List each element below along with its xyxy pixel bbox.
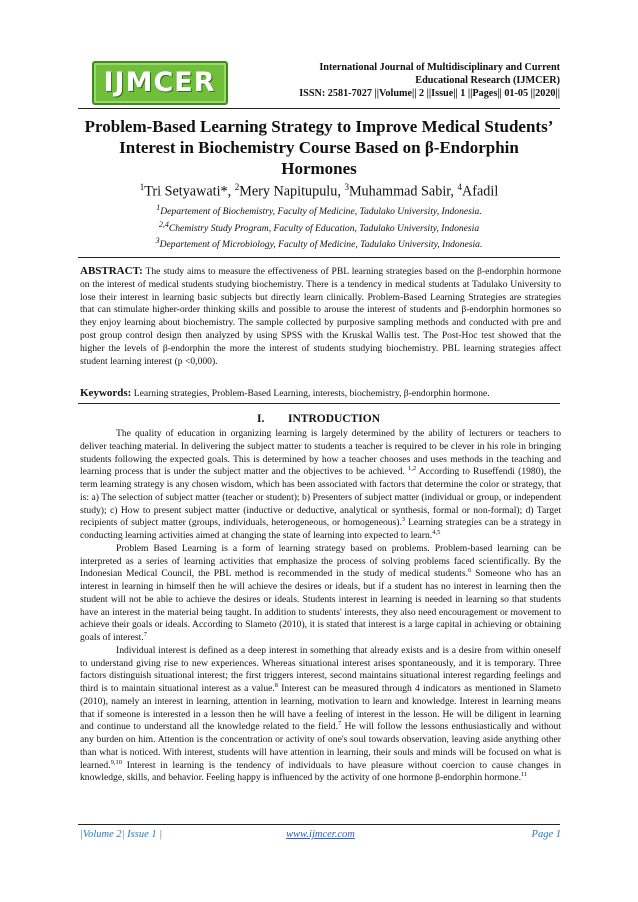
paragraph-text: Interest can be measured through 4 indicators as mentioned in Slameto (2010), namely an interest in learning, attention in learning, motivation to learn and knowledge. Interest in learning means that if someone is interested in a lesson then he will have a feeling of interest in the lesson. He will be diligent in learning and continue to understand all the knowledge related to the field. bbox=[80, 683, 561, 733]
paragraph-text: According to Ruseffendi (1980), the term learning strategy is any chosen wisdom, which has been associated with factors that determine the color or strategy, that is: a) The selection of subject matter (teacher or student); b) Presenters of subject matter (individual or group, or independent study); c) How to present subject matter (inductive or deductive, analytical or synthesis, formal or non-formal); d) Target recipients of subject matter (groups, individuals, heterogeneous, or homogeneous). bbox=[80, 466, 561, 529]
abstract-text: The study aims to measure the effectiveness of PBL learning strategies based on the β-endorphin hormone on the interest of medical students studying biochemistry. There is a tendency in medical students at Tadulako University to lose their interest in learning basic subjects but directly learn clinically. Problem-Based Learning Strategies are strategies that can stimulate higher-order thinking skills and possible to arouse the interest of students and β-endorphin hormones so they enjoy learning about biochemistry. The sample collected by purposive sampling methods and conducted with pre and post group control design then analyzed by using SPSS with the Kruskal Wallis test. The Post-Hoc test showed that the higher the levels of β-endorphin the more the interest of students studying biochemistry. PBL learning strategies affect student learning interest (p <0,000). bbox=[80, 266, 561, 367]
author-name: Afadil bbox=[462, 183, 499, 200]
affiliation-text: Chemistry Study Program, Faculty of Education, Tadulako University, Indonesia bbox=[168, 222, 480, 234]
citation-mark: 8 bbox=[274, 681, 279, 689]
affiliation-line bbox=[70, 202, 568, 219]
citation-mark: 1,2 bbox=[408, 465, 417, 473]
affiliation-mark: 3 bbox=[155, 236, 160, 246]
intro-paragraph bbox=[80, 543, 561, 645]
affiliation-mark: 2,4 bbox=[158, 219, 169, 229]
author-name: Tri Setyawati*, bbox=[144, 183, 235, 200]
keywords-label: Keywords: bbox=[80, 387, 132, 399]
paragraph-text: Interest in learning is the tendency of individuals to have pleasure without coercion to cause changes in knowledge, skills, and behavior. Feeling happy is influenced by the activity of one hormone β-endorphin hormone. bbox=[80, 759, 561, 784]
citation-mark: 4,5 bbox=[432, 528, 441, 536]
author-affiliation-mark: 4 bbox=[457, 182, 463, 192]
abstract-top-rule bbox=[78, 257, 560, 258]
title-line: Hormones bbox=[281, 159, 357, 178]
paragraph-text: Problem Based Learning is a form of learning strategy based on problems. Problem-based learning can be interpreted as a series of learning activities that emphasize the process of solving problems faced scientifically. By the Indonesian Medical Council, the PBL method is recommended in the study of medical students. bbox=[80, 542, 561, 580]
footer-volume-issue: |Volume 2| Issue 1 | bbox=[80, 829, 163, 840]
intro-paragraph bbox=[80, 428, 561, 543]
author-list bbox=[70, 182, 568, 201]
journal-info bbox=[240, 61, 560, 100]
intro-paragraph bbox=[80, 645, 561, 785]
keywords bbox=[80, 387, 561, 400]
section-number: I. bbox=[257, 413, 265, 425]
citation-mark: 9,10 bbox=[110, 758, 123, 766]
citation-mark: 7 bbox=[143, 630, 147, 638]
affiliation-line bbox=[70, 219, 568, 236]
paragraph-text: Learning strategies can be a strategy in conducting learning activities aimed at changing the state of learning into expected to learn. bbox=[80, 517, 562, 541]
journal-name-line1: International Journal of Multidisciplinary and Current bbox=[319, 62, 560, 73]
citation-mark: 11 bbox=[521, 771, 528, 779]
footer-page-number: Page 1 bbox=[531, 829, 561, 840]
author-affiliation-mark: 1 bbox=[139, 182, 145, 192]
paragraph-text: Individual interest is defined as a deep interest in something that already exists and is a desire from within oneself to understand giving rise to new experiences. Whereas situational interest arises spontaneously, and it is temporary. Three factors distinguish situational interest; the first triggers interest, second maintains situational interest regarding feelings and third is to maintain situational interest as a value. bbox=[80, 644, 561, 694]
footer-website-link[interactable]: www.ijmcer.com bbox=[286, 829, 355, 840]
footer-rule bbox=[78, 824, 560, 825]
paragraph-text: Someone who has an interest in learning in himself then he will achieve the desires or ideals, but if a student has no interest in learning then the student will not be able to achieve the desires or ideals. Students interest in learning is needed in learning so that students have an interest in the material being taught. In addition to students' interests, they also need encouragement or movement to achieve their goals or ideals. According to Slameto (2010), it is stated that interest is a large capital in achieving or obtaining goals of interest. bbox=[80, 568, 561, 643]
affiliation-mark: 1 bbox=[156, 203, 161, 212]
issn-line: ISSN: 2581-7027 ||Volume|| 2 ||Issue|| 1 ||Pages|| 01-05 ||2020|| bbox=[299, 88, 560, 99]
author-affiliation-mark: 3 bbox=[344, 182, 349, 192]
paragraph-text: He will follow the lessons enthusiastically and without any burden on him. Attention is the concentration or activity of one's soul towards observation, leaving aside anything other than what is noticed. With interest, students will have attention in learning, their souls and minds will be focused on what is learned. bbox=[80, 721, 561, 771]
affiliation-line bbox=[70, 235, 568, 252]
journal-logo bbox=[82, 59, 237, 106]
author-name: Mery Napitupulu, bbox=[239, 183, 345, 200]
journal-name-line2: Educational Research (IJMCER) bbox=[415, 75, 560, 86]
keywords-text: Learning strategies, Problem-Based Learning, interests, biochemistry, β-endorphin hormone. bbox=[133, 388, 490, 399]
abstract-label: ABSTRACT: bbox=[80, 265, 143, 277]
author-affiliation-mark: 2 bbox=[234, 182, 240, 192]
introduction-body bbox=[80, 428, 561, 785]
affiliation-text: Departement of Biochemistry, Faculty of Medicine, Tadulako University, Indonesia. bbox=[160, 206, 482, 218]
header-rule bbox=[78, 108, 560, 109]
title-line: Problem-Based Learning Strategy to Improve Medical Students’ bbox=[84, 117, 554, 136]
citation-mark: 3 bbox=[401, 516, 406, 524]
keywords-bottom-rule bbox=[78, 403, 560, 404]
citation-mark: 7 bbox=[338, 720, 342, 728]
title-line: Interest in Biochemistry Course Based on β-Endorphin bbox=[119, 138, 519, 157]
citation-mark: 6 bbox=[467, 567, 472, 575]
affiliation-text: Departement of Microbiology, Faculty of Medicine, Tadulako University, Indonesia. bbox=[159, 239, 483, 251]
logo-text: IJMCER bbox=[103, 67, 216, 98]
affiliations bbox=[70, 202, 568, 252]
paragraph-text: The quality of education in organizing learning is largely determined by the ability of lecturers or teachers to deliver teaching material. In delivering the subject matter to students a teacher is required to be clever in his role in bringing students following the expected goals. This is determined by how a teacher chooses and uses methods in the teaching and learning process that is under the subject matter and the objectives to be achieved. bbox=[80, 428, 561, 478]
paper-title bbox=[70, 116, 568, 179]
logo-badge bbox=[92, 61, 228, 105]
abstract bbox=[80, 265, 561, 368]
author-name: Muhammad Sabir, bbox=[348, 183, 458, 200]
section-title: INTRODUCTION bbox=[288, 413, 381, 425]
